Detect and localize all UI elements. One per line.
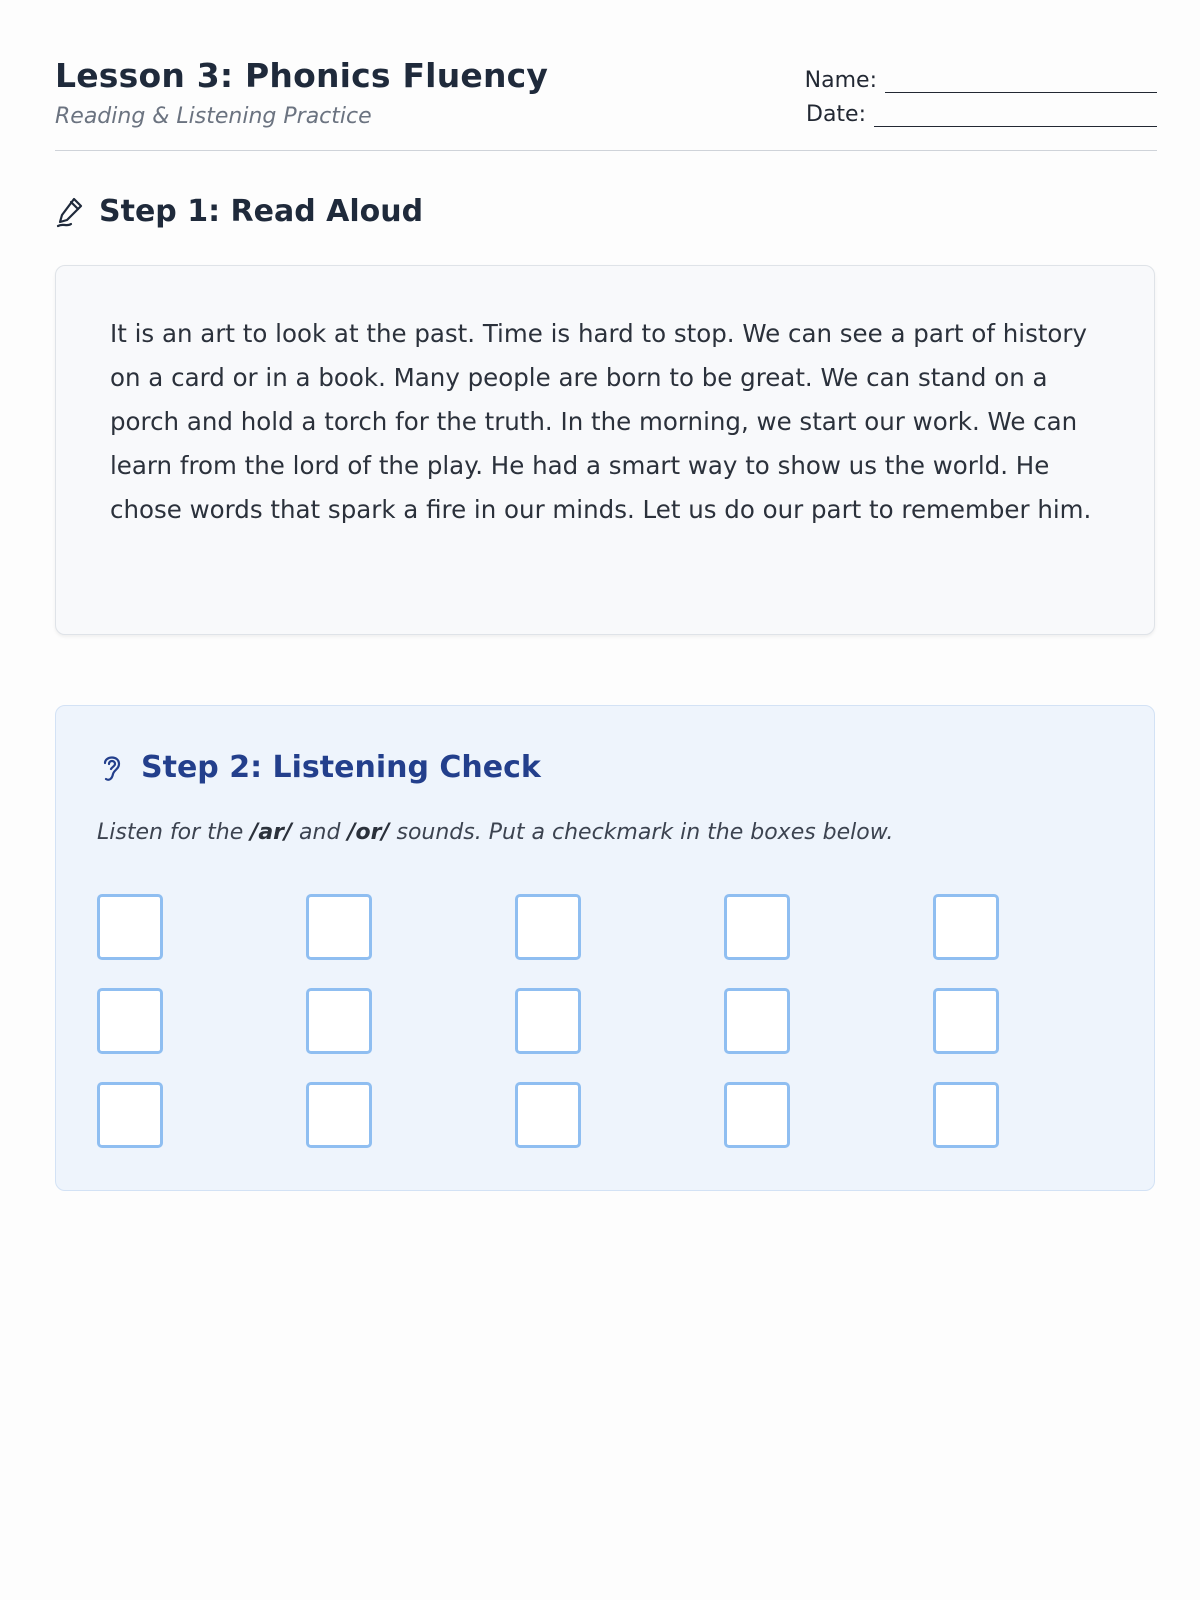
checkmark-box[interactable] <box>933 988 999 1054</box>
ear-icon <box>97 751 127 785</box>
checkmark-box-grid <box>97 894 999 1148</box>
checkmark-box[interactable] <box>933 1082 999 1148</box>
lesson-subtitle: Reading & Listening Practice <box>55 104 372 129</box>
checkmark-box[interactable] <box>97 894 163 960</box>
checkmark-box[interactable] <box>306 1082 372 1148</box>
worksheet-header <box>55 48 1157 151</box>
step2-title: Step 2: Listening Check <box>141 750 541 785</box>
checkmark-box[interactable] <box>97 1082 163 1148</box>
checkmark-box[interactable] <box>97 988 163 1054</box>
step1-heading <box>55 194 423 229</box>
checkmark-box[interactable] <box>515 894 581 960</box>
step1-title: Step 1: Read Aloud <box>99 194 424 229</box>
instruction-text-middle: and <box>292 820 348 845</box>
checkmark-box[interactable] <box>306 988 372 1054</box>
reading-passage: It is an art to look at the past. Time is hard to stop. We can see a part of history on a card or in a book. Many people are born to be great. We can stand on a porch and hold a torch for the truth. In the morning, we start our work. We can learn from the lord of the play. He had a smart way to show us the world. He chose words that spark a fire in our minds. Let us do our part to remember him. <box>110 319 1092 524</box>
checkmark-box[interactable] <box>306 894 372 960</box>
checkmark-box[interactable] <box>515 988 581 1054</box>
date-field <box>806 102 1157 127</box>
name-field <box>805 68 1157 93</box>
or-sound: /or/ <box>347 820 390 845</box>
ar-sound: /ar/ <box>250 820 293 845</box>
listening-instructions <box>97 820 893 845</box>
listening-check-card <box>55 705 1155 1191</box>
instruction-text-start: Listen for the <box>97 820 251 845</box>
lesson-title: Lesson 3: Phonics Fluency <box>55 56 549 95</box>
step2-heading <box>97 750 541 785</box>
checkmark-box[interactable] <box>724 988 790 1054</box>
checkmark-box[interactable] <box>724 1082 790 1148</box>
pencil-icon <box>55 195 85 229</box>
name-blank-line[interactable] <box>885 70 1157 93</box>
name-label: Name: <box>804 68 877 93</box>
instruction-text-end: sounds. Put a checkmark in the boxes below. <box>389 820 894 845</box>
read-aloud-card <box>55 265 1155 635</box>
checkmark-box[interactable] <box>515 1082 581 1148</box>
date-blank-line[interactable] <box>874 104 1157 127</box>
checkmark-box[interactable] <box>933 894 999 960</box>
checkmark-box[interactable] <box>724 894 790 960</box>
date-label: Date: <box>806 102 866 127</box>
